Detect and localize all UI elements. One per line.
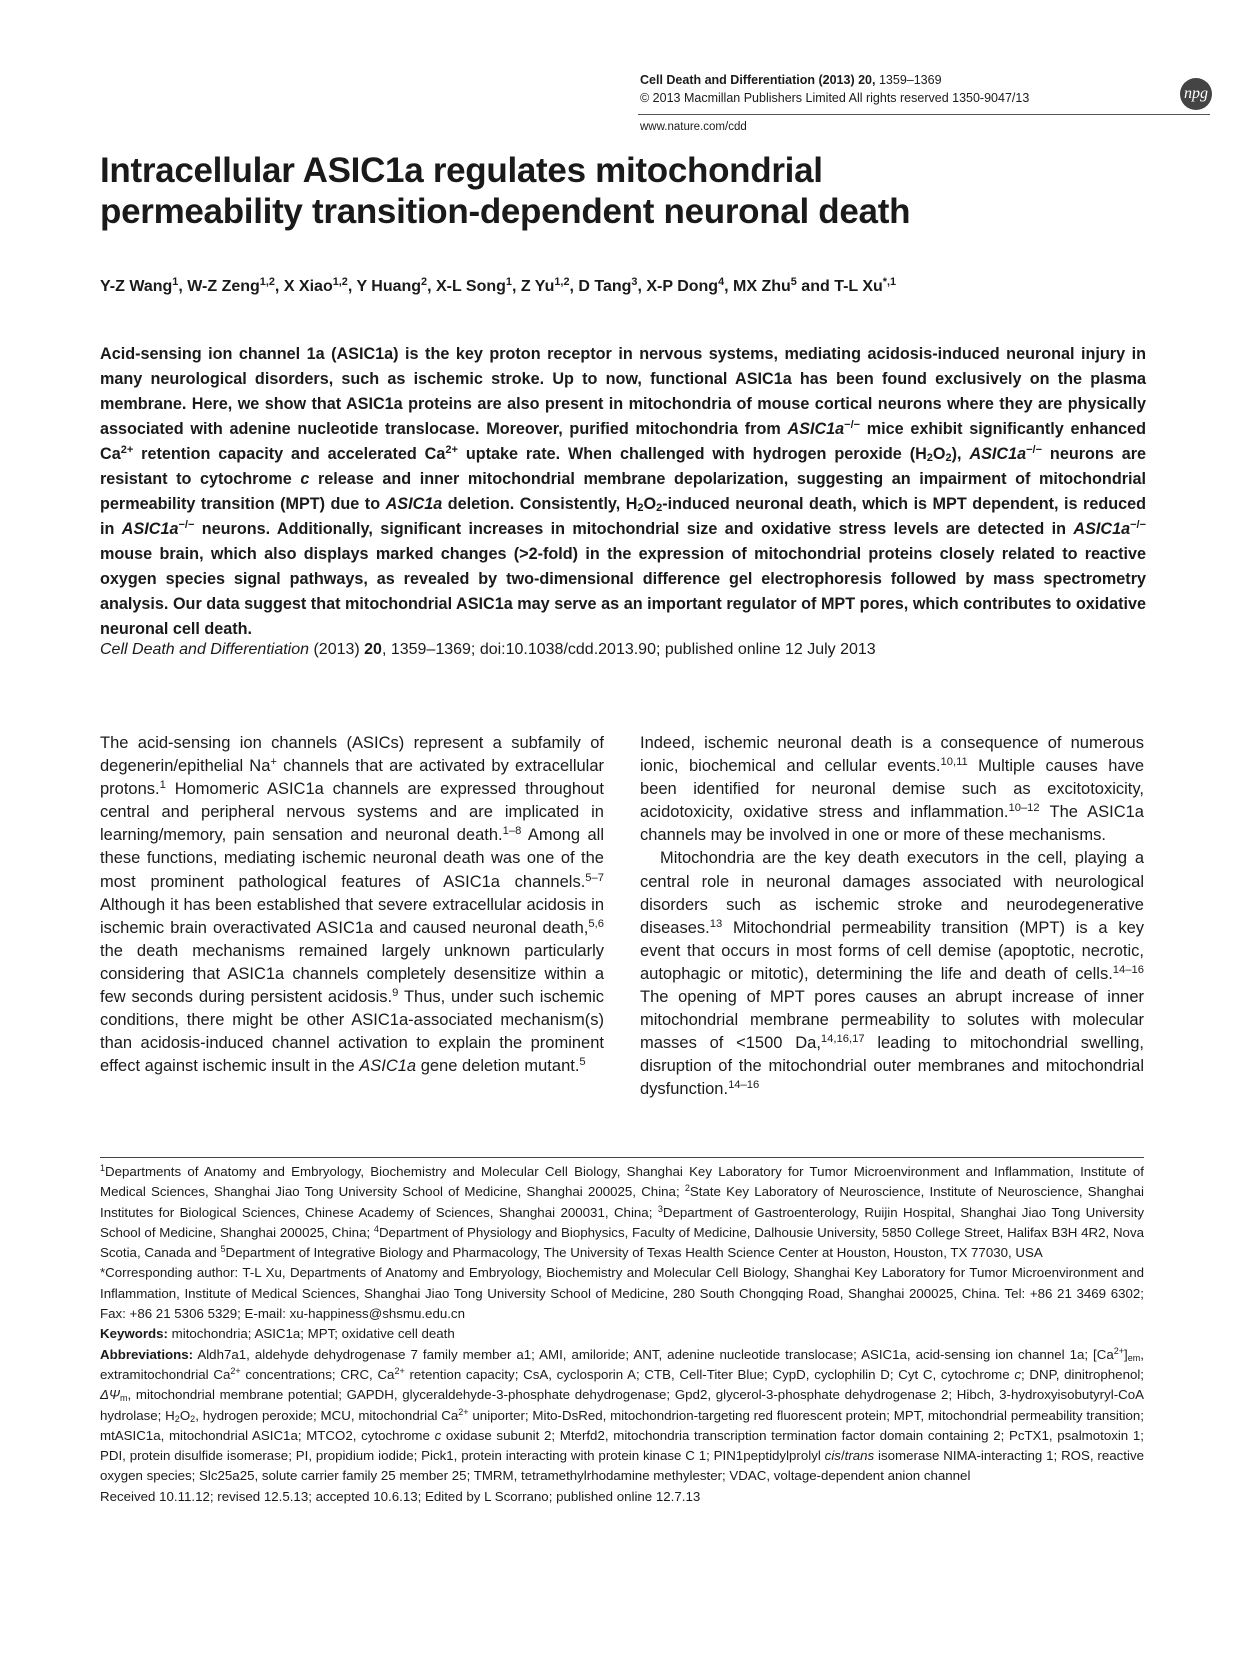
journal-citation-header: Cell Death and Differentiation (2013) 20, 1359–1369 bbox=[640, 73, 942, 87]
affiliations: $^1$Departments of Anatomy and Embryology, Biochemistry and Molecular Cell Biology, Shanghai Key Laboratory for Tumor Microenvironment and Inflammation, Institute of Medical Sciences, Shanghai Jiao Tong University School of Medicine, Shanghai 200025, China; $^2$State Key Laboratory of Neuroscience, Institute of Neuroscience, Shanghai Institutes for Biological Sciences, Chinese Academy of Sciences, Shanghai 200031, China; $^3$Department of Gastroenterology, Ruijin Hospital, Shanghai Jiao Tong University School of Medicine, Shanghai 200025, China; $^4$Department of Physiology and Biophysics, Faculty of Medicine, Dalhousie University, 5850 College Street, Halifax B3H 4R2, Nova Scotia, Canada and $^5$Department of Integrative Biology and Pharmacology, The University of Texas Health Science Center at Houston, Houston, TX 77030, USA bbox=[100, 1163, 1145, 1261]
footnote-divider bbox=[100, 1157, 1144, 1158]
abbreviations: Abbreviations: Aldh7a1, aldehyde dehydrogenase 7 family member a1; AMI, amiloride; ANT, adenine nucleotide translocase; ASIC1a, acid-sensing ion channel 1a; $[Ca^{2+}]_{em}$, extramitochondrial $Ca^{2+}$ concentrations; CRC, $Ca^{2+}$ retention capacity; CsA, cyclosporin A; CTB, Cell-Titer Blue; CypD, cyclophilin D; Cyt C, cytochrome c; DNP, dinitrophenol; $\Delta\Psi_m$, mitochondrial membrane potential; GAPDH, glyceraldehyde-3-phosphate dehydrogenase; Gpd2, glycerol-3-phosphate dehydrogenase 2; Hibch, 3-hydroxyisobutyryl-CoA hydrolase; $H_2O_2$, hydrogen peroxide; MCU, mitochondrial $Ca^{2+}$ uniporter; Mito-DsRed, mitochondrion-targeting red fluorescent protein; MPT, mitochondrial permeability transition; mtASIC1a, mitochondrial ASIC1a; MTCO2, cytochrome c oxidase subunit 2; Mterfd2, mitochondria transcription termination factor domain containing 2; PcTX1, psalmotoxin 1; PDI, protein disulfide isomerase; PI, propidium iodide; Pick1, protein interacting with protein kinase C 1; PIN1peptidylprolyl cis/trans isomerase NIMA-interacting 1; ROS, reactive oxygen species; Slc25a25, solute carrier family 25 member 25; TMRM, tetramethylrhodamine methylester; VDAC, voltage-dependent anion channel bbox=[100, 1345, 1145, 1484]
author-list: Y-Z Wang$^1$, W-Z Zeng$^{1,2}$, X Xiao$^{1,2}$, Y Huang$^2$, X-L Song$^1$, Z Yu$^{1,2}$, D Tang$^3$, X-P Dong$^4$, MX Zhu$^5$ and T-L $Xu^{*,1}$ bbox=[100, 276, 897, 295]
footnotes bbox=[100, 1162, 1144, 1507]
abstract: Acid-sensing ion channel 1a (ASIC1a) is the key proton receptor in nervous systems, mediating acidosis-induced neuronal injury in many neurological disorders, such as ischemic stroke. Up to now, functional ASIC1a has been found exclusively on the plasma membrane. Here, we show that ASIC1a proteins are also present in mitochondria of mouse cortical neurons where they are physically associated with adenine nucleotide translocase. Moreover, purified mitochondria from ASIC1a−/− mice exhibit significantly enhanced $Ca^{2+}$ retention capacity and accelerated $Ca^{2+}$ uptake rate. When challenged with hydrogen peroxide $(H_2O_2)$, ASIC1a−/− neurons are resistant to cytochrome c release and inner mitochondrial membrane depolarization, suggesting an impairment of mitochondrial permeability transition (MPT) due to ASIC1a deletion. Consistently, $H_2O_2$-induced neuronal death, which is MPT dependent, is reduced in ASIC1a−/− neurons. Additionally, significant increases in mitochondrial size and oxidative stress levels are detected in ASIC1a−/− mouse brain, which also displays marked changes (>2-fold) in the expression of mitochondrial proteins closely related to reactive oxygen species signal pathways, as revealed by two-dimensional difference gel electrophoresis followed by mass spectrometry analysis. Our data suggest that mitochondrial ASIC1a may serve as an important regulator of MPT pores, which contributes to oxidative neuronal cell death. bbox=[100, 345, 1147, 638]
article-citation: Cell Death and Differentiation (2013) 20, 1359–1369; doi:10.1038/cdd.2013.90; published online 12 July 2013 bbox=[100, 641, 876, 658]
title-line-2: permeability transition-dependent neuronal death bbox=[100, 192, 911, 231]
journal-url[interactable]: www.nature.com/cdd bbox=[640, 121, 747, 133]
npg-logo-icon: npg bbox=[1180, 78, 1212, 110]
keywords: Keywords: mitochondria; ASIC1a; MPT; oxidative cell death bbox=[100, 1326, 455, 1342]
body-column-right bbox=[640, 732, 1144, 1102]
body-column-left bbox=[100, 732, 604, 1078]
received-dates: Received 10.11.12; revised 12.5.13; accepted 10.6.13; Edited by L Scorrano; published online 12.7.13 bbox=[100, 1488, 701, 1504]
corresponding-author: *Corresponding author: T-L Xu, Departments of Anatomy and Embryology, Biochemistry and Molecular Cell Biology, Shanghai Key Laboratory for Tumor Microenvironment and Inflammation, Institute of Medical Sciences, Shanghai Jiao Tong University School of Medicine, 280 South Chongqing Road, Shanghai 200025, China. Tel: +86 21 3469 6302; Fax: +86 21 5306 5329; E-mail: xu-happiness@shsmu.edu.cn bbox=[100, 1265, 1144, 1322]
body-paragraph: The acid-sensing ion channels (ASICs) represent a subfamily of degenerin/epithelial Na+ channels that are activated by extracellular protons.$^1$ Homomeric ASIC1a channels are expressed throughout central and peripheral nervous systems and are implicated in learning/memory, pain sensation and neuronal death.$^{1-8}$ Among all these functions, mediating ischemic neuronal death was one of the most prominent pathological features of ASIC1a channels.$^{5-7}$ Although it has been established that severe extracellular acidosis in ischemic brain overactivated ASIC1a and caused neuronal death,$^{5,6}$ the death mechanisms remained largely unknown particularly considering that ASIC1a channels completely desensitize within a few seconds during persistent acidosis.$^9$ Thus, under such ischemic conditions, there might be other ASIC1a-associated mechanism(s) than acidosis-induced channel activation to explain the prominent effect against ischemic insult in the ASIC1a gene deletion mutant.$^5$ bbox=[100, 734, 604, 1076]
article-title bbox=[100, 150, 1140, 232]
copyright-line: © 2013 Macmillan Publishers Limited All rights reserved 1350-9047/13 bbox=[640, 91, 1030, 105]
title-line-1: Intracellular ASIC1a regulates mitochondrial bbox=[100, 151, 823, 190]
body-paragraph: Indeed, ischemic neuronal death is a consequence of numerous ionic, biochemical and cellular events.$^{10,11}$ Multiple causes have been identified for neuronal demise such as excitotoxicity, acidotoxicity, oxidative stress and inflammation.$^{10-12}$ The ASIC1a channels may be involved in one or more of these mechanisms. bbox=[640, 734, 1144, 845]
body-paragraph: Mitochondria are the key death executors in the cell, playing a central role in neuronal damages associated with neurological disorders such as ischemic stroke and neurodegenerative diseases.$^{13}$ Mitochondrial permeability transition (MPT) is a key event that occurs in most forms of cell demise (apoptotic, necrotic, autophagic or mitotic), determining the life and death of cells.$^{14-16}$ The opening of MPT pores causes an abrupt increase of inner mitochondrial membrane permeability to solutes with molecular masses of <1500 Da,$^{14,16,17}$ leading to mitochondrial swelling, disruption of the mitochondrial outer membranes and mitochondrial dysfunction.$^{14-16}$ bbox=[640, 849, 1144, 1099]
header-divider bbox=[638, 114, 1210, 115]
